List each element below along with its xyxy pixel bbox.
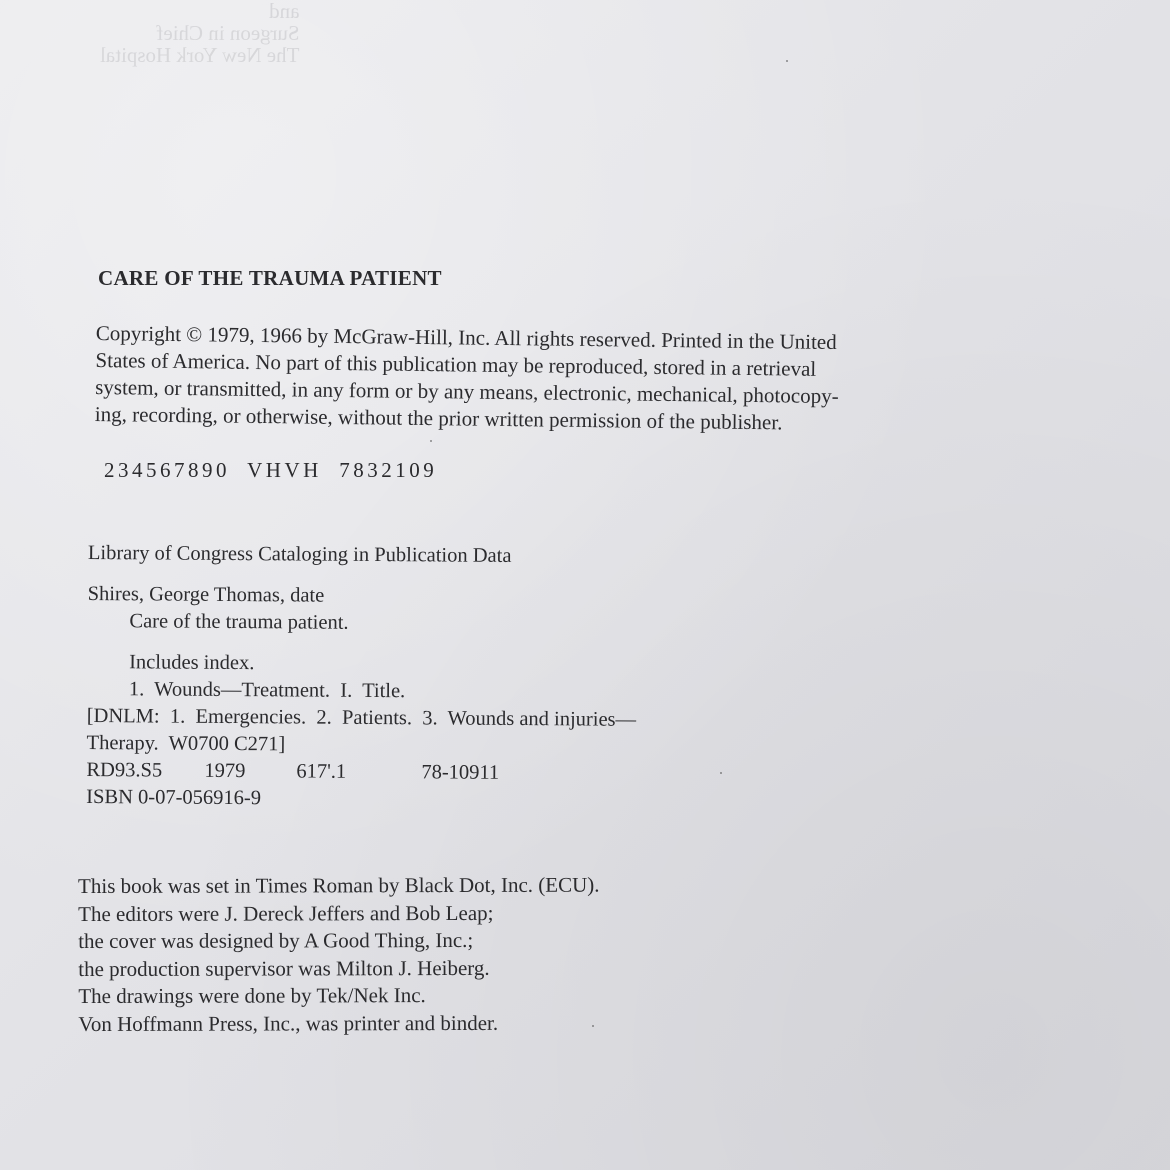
show-through-text	[100, 0, 300, 66]
show-through-line: The New York Hospital	[100, 43, 300, 67]
copyright-line: States of America. No part of this publication may be reproduced, stored in a retrieval	[95, 347, 817, 381]
printing-line: 234567890 VHVH 7832109	[104, 458, 438, 482]
cip-classification	[86, 757, 636, 788]
copyright-line: system, or transmitted, in any form or by any means, electronic, mechanical, photocopy-	[95, 374, 839, 409]
colophon-line: the cover was designed by A Good Thing, Inc.;	[78, 927, 474, 953]
paper-speck	[592, 1025, 594, 1027]
cip-heading: Library of Congress Cataloging in Publication Data	[87, 541, 512, 567]
cip-call-number: RD93.S5	[86, 758, 163, 782]
cip-lccn: 78-10911	[421, 761, 500, 784]
cip-subject: 1. Wounds—Treatment. I. Title.	[128, 678, 406, 703]
cip-year: 1979	[204, 759, 246, 783]
colophon-line: The drawings were done by Tek/Nek Inc.	[78, 983, 426, 1008]
cip-author: Shires, George Thomas, date	[87, 582, 325, 607]
colophon-line: Von Hoffmann Press, Inc., was printer and binder.	[78, 1010, 499, 1036]
cip-book-title: Care of the trauma patient.	[129, 610, 349, 634]
paper-speck	[720, 772, 722, 774]
paper-speck	[786, 60, 788, 62]
cip-dewey: 617'.1	[296, 760, 347, 783]
cip-isbn: ISBN 0-07-056916-9	[86, 785, 262, 810]
copyright-line: ing, recording, or otherwise, without the prior written permission of the publisher.	[94, 401, 783, 435]
cip-dnlm-line-1: [DNLM: 1. Emergencies. 2. Patients. 3. Wounds and injuries—	[86, 704, 637, 731]
copyright-line: Copyright © 1979, 1966 by McGraw-Hill, Inc. All rights reserved. Printed in the United	[95, 320, 837, 355]
cip-includes: Includes index.	[129, 651, 255, 675]
colophon-line: The editors were J. Dereck Jeffers and Bob Leap;	[78, 900, 494, 926]
cip-dnlm-line-2: Therapy. W0700 C271]	[86, 731, 286, 756]
colophon	[78, 872, 600, 1038]
colophon-line: the production supervisor was Milton J. Heiberg.	[78, 955, 490, 981]
page-title: CARE OF THE TRAUMA PATIENT	[98, 266, 442, 290]
show-through-line: and	[269, 0, 300, 23]
show-through-line: Surgeon in Chief	[156, 21, 300, 45]
copyright-notice	[95, 320, 840, 437]
cip-data	[86, 540, 637, 815]
colophon-line: This book was set in Times Roman by Black Dot, Inc. (ECU).	[78, 872, 600, 898]
paper-speck	[430, 440, 432, 442]
